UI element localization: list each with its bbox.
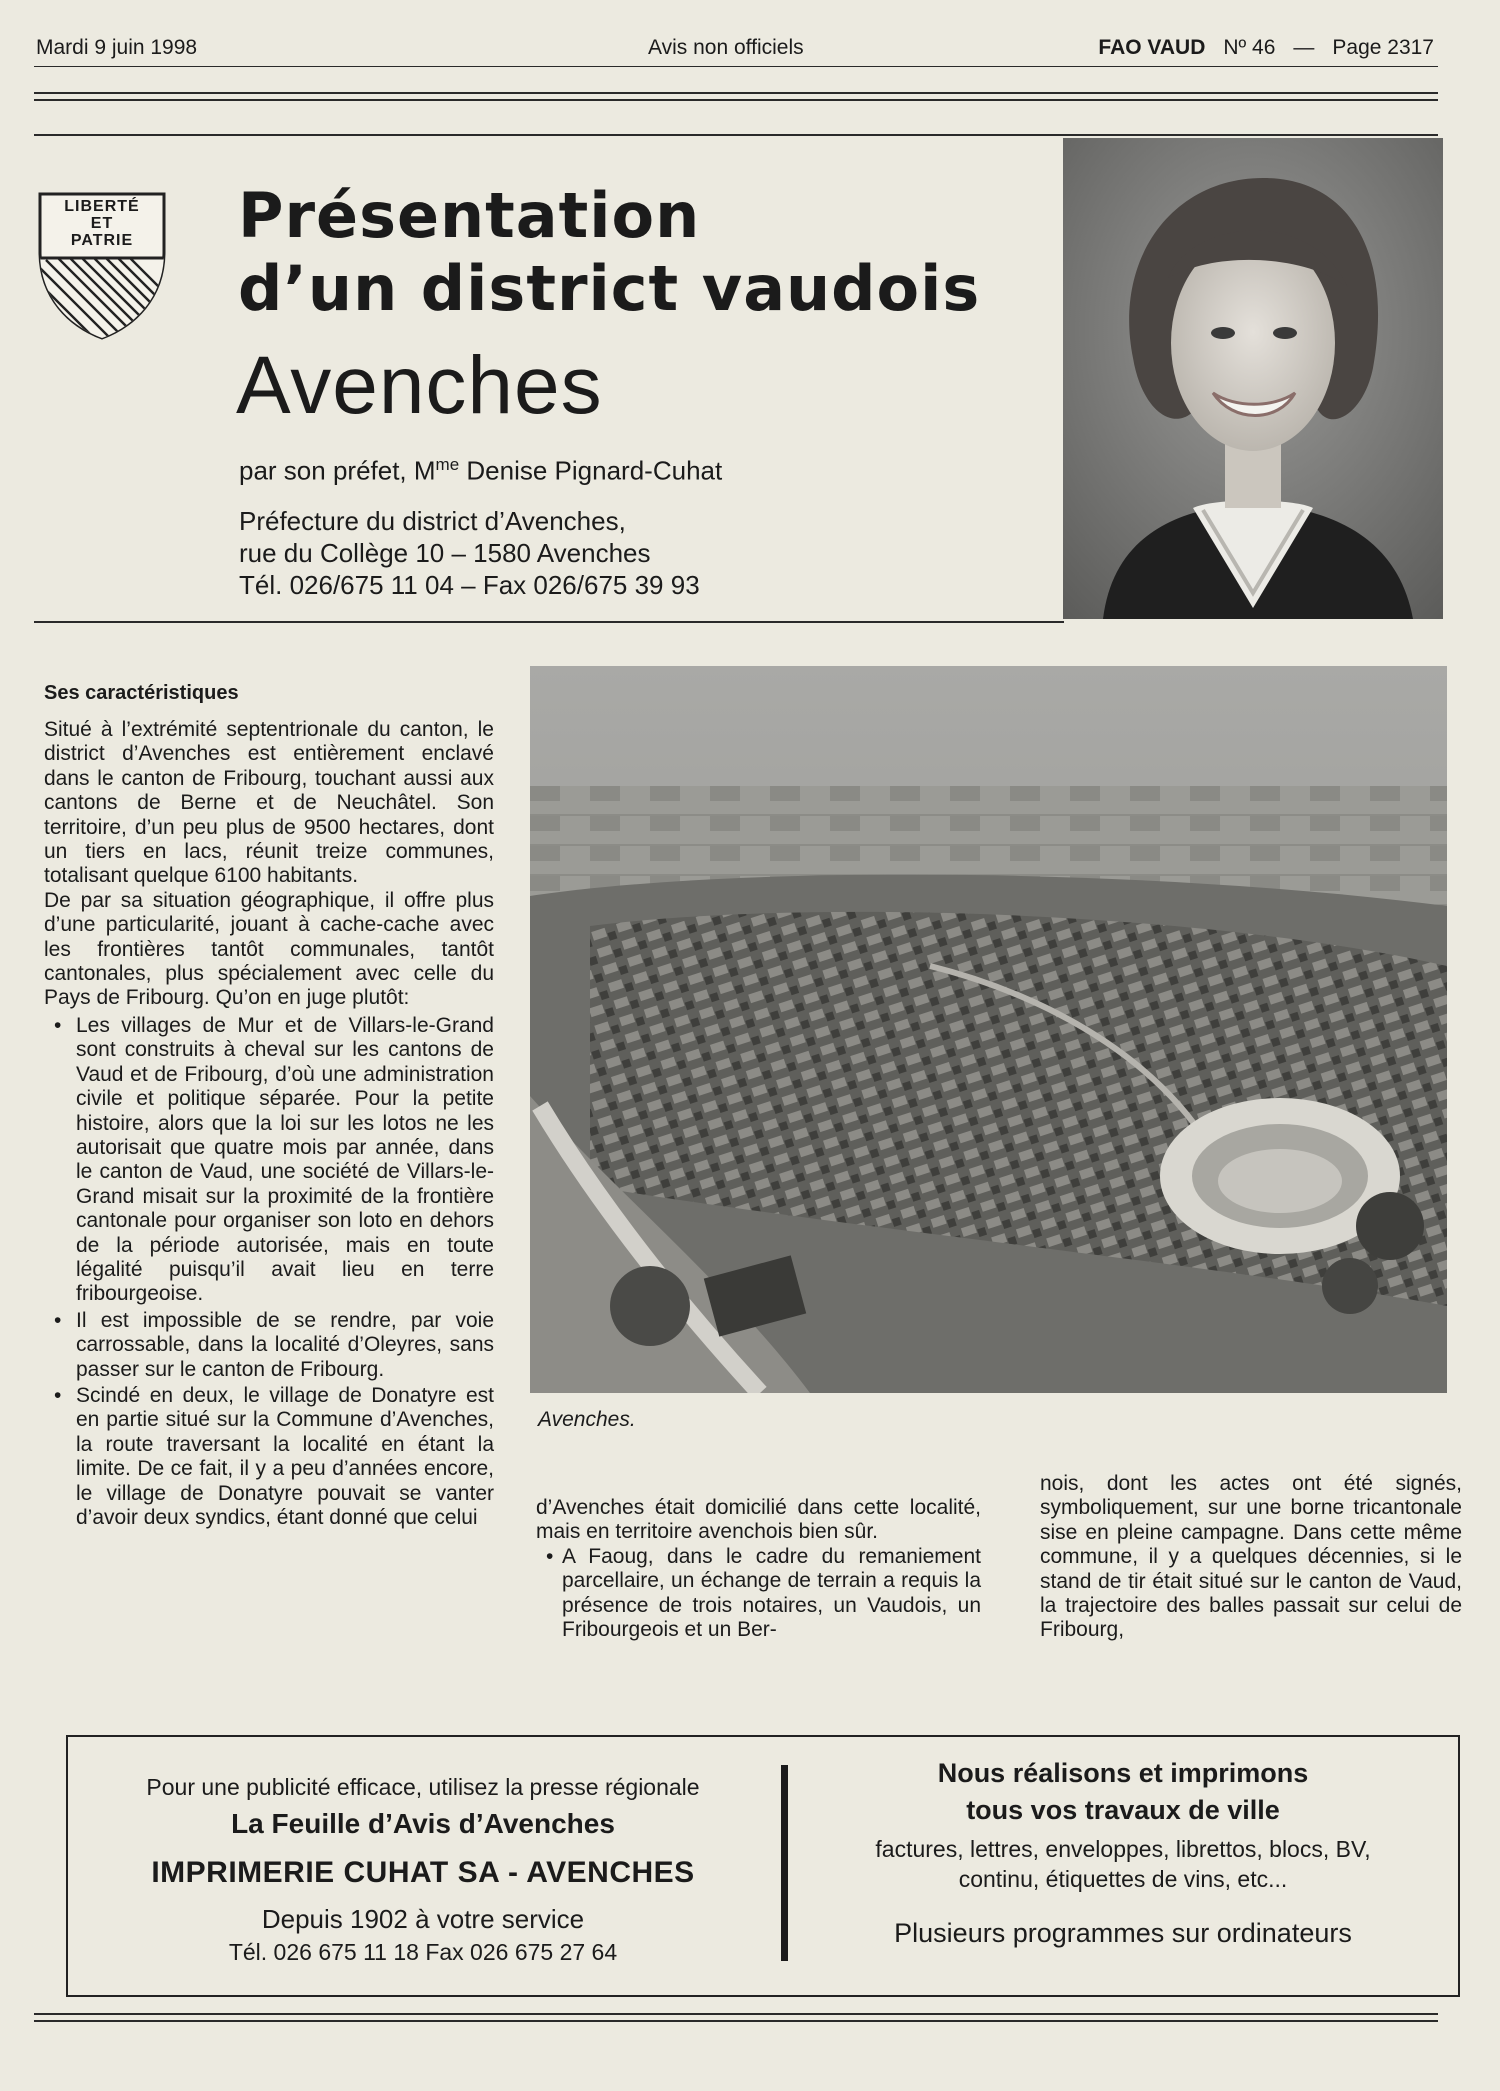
publication-info [1098,36,1434,60]
section-label: Avis non officiels [648,36,804,59]
prefect-portrait [1063,138,1443,619]
issue-date: Mardi 9 juin 1998 [36,36,198,59]
double-rule-bottom [34,99,1438,101]
page-number: Page 2317 [1332,36,1434,59]
byline [239,455,722,487]
byline-name: Denise Pignard-Cuhat [459,455,723,486]
title-top-rule [34,134,1438,136]
header-rule [34,66,1438,67]
footer-rule-top [34,2013,1438,2015]
ad-left-line-1: Pour une publicité efficace, utilisez la presse régionale [146,1774,700,1800]
publication-name: FAO VAUD [1098,36,1206,59]
ad-left-line-3: IMPRIMERIE CUHAT SA - AVENCHES [151,1856,695,1889]
article-column-1 [44,718,494,1532]
crest-text-3: PATRIE [70,232,134,249]
article-paragraph: Situé à l’extrémité septentrionale du canton, le district d’Avenches est entièrement enclavé dans le canton de Fribourg, touchant aussi aux cantons de Berne et de Neuchâtel. Son territoire, d’un peu plus de 9500 hectares, dont un tiers en lacs, réunit treize communes, totalisant quelque 6100 habitants. [44,718,494,888]
ad-right-line-2: tous vos travaux de ville [966,1795,1280,1825]
bullet-list [536,1545,981,1643]
issue-number: Nº 46 [1223,36,1276,59]
section-heading: Ses caractéristiques [44,682,239,704]
ad-right-line-5: Plusieurs programmes sur ordinateurs [894,1918,1352,1948]
title-line-1: Présentation [238,179,701,252]
address-line-3: Tél. 026/675 11 04 – Fax 026/675 39 93 [239,570,700,600]
footer-rule-bottom [34,2020,1438,2022]
article-paragraph: De par sa situation géographique, il offre plus d’une particularité, jouant à cache-cache avec les frontières tantôt communales, tantôt cantonales, plus spécialement avec celle du Pays de Fribourg. Qu’on en juge plutôt: [44,888,494,1010]
ad-left-line-4: Depuis 1902 à votre service [261,1904,585,1934]
ad-right-line-3: factures, lettres, enveloppes, librettos, blocs, BV, [875,1836,1371,1862]
bullet-list [44,1014,494,1531]
list-item: • Il est impossible de se rendre, par voie carrossable, dans la localité d’Oleyres, sans passer sur le canton de Fribourg. [44,1309,494,1382]
ad-left-line-2: La Feuille d’Avis d’Avenches [231,1808,615,1839]
article-column-3 [1040,1472,1462,1643]
title-bottom-rule [34,621,1064,623]
ad-divider [781,1765,788,1961]
ad-right-line-1: Nous réalisons et imprimons [937,1758,1309,1788]
ad-right-line-4: continu, étiquettes de vins, etc... [958,1866,1288,1892]
address-line-2: rue du Collège 10 – 1580 Avenches [239,538,651,568]
article-column-2 [536,1496,981,1644]
photo-caption: Avenches. [538,1408,636,1431]
crest-text-2: ET [90,215,114,232]
byline-prefix: par son préfet, M [239,455,436,486]
header-dash: — [1293,36,1315,59]
article-paragraph: d’Avenches était domicilié dans cette localité, mais en territoire avenchois bien sûr. [536,1496,981,1544]
byline-sup: me [435,455,460,474]
title-district: Avenches [236,340,603,431]
list-item: • Les villages de Mur et de Villars-le-Grand sont construits à cheval sur les cantons de Vaud et de Fribourg, d’où une administration civile et politique séparée. Pour la petite histoire, alors que la loi sur les lotos ne les autorisait que quatre mois par année, dans le canton de Vaud, une société de Villars-le-Grand misait sur la proximité de la frontière cantonale pour organiser son loto en dehors de la période autorisée, mais en toute légalité puisqu’il avait lieu en terre fribourgeoise. [44,1014,494,1307]
title-line-2: d’un district vaudois [238,252,981,325]
article-paragraph: nois, dont les actes ont été signés, symboliquement, sur une borne tricantonale sise en pleine campagne. Dans cette même commune, il y a quelques décennies, si le stand de tir était situé sur le canton de Vaud, la trajectoire des balles passait sur celui de Fribourg, [1040,1472,1462,1642]
double-rule-top [34,92,1438,94]
list-item: • A Faoug, dans le cadre du remaniement parcellaire, un échange de terrain a requis la présence de trois notaires, un Vaudois, un Fribourgeois et un Ber- [536,1545,981,1643]
crest-text-1: LIBERTÉ [64,198,140,215]
ad-left-line-5: Tél. 026 675 11 18 Fax 026 675 27 64 [228,1939,618,1965]
address-line-1: Préfecture du district d’Avenches, [239,506,626,536]
list-item: • Scindé en deux, le village de Donatyre est en partie situé sur la Commune d’Avenches, la route traversant la localité en étant la limite. De ce fait, il y a peu d’années encore, le village de Donatyre pouvait se vanter d’avoir deux syndics, étant donné que celui [44,1384,494,1530]
aerial-photo [530,666,1447,1393]
vaud-crest-icon [36,190,168,342]
